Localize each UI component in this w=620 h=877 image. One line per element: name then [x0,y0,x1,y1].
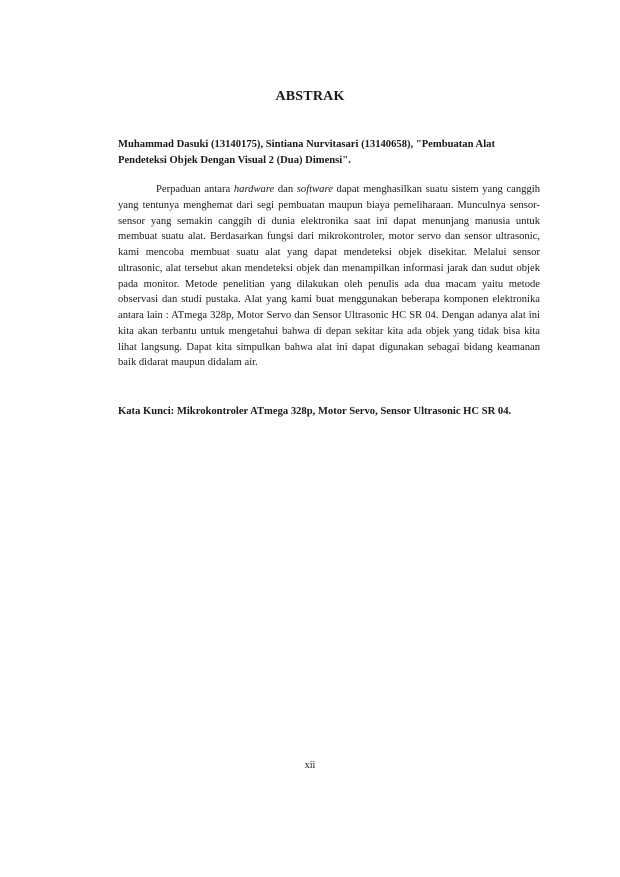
abstract-title: ABSTRAK [275,89,345,104]
abstract-term-hardware: hardware [233,184,275,195]
authors-and-title: Muhammad Dasuki (13140175), Sintiana Nurvitasari (13140658), "Pembuatan Alat Pendeteksi Objek Dengan Visual 2 (Dua) Dimensi". [118,139,495,166]
abstract-term-software: software [296,184,333,195]
page-number: xii [304,760,316,771]
abstract-body [118,182,540,371]
abstract-text-part2: dan [274,184,297,195]
abstract-text-part3: dapat menghasilkan suatu sistem yang canggih yang tentunya menghemat dari segi pembuatan maupun biaya pemeliharaan. Munculnya sensor-sensor yang semakin canggih di dunia elektronika saat ini dapat menunjang manusia untuk membuat suatu alat. Berdasarkan fungsi dari mikrokontroler, motor servo dan sensor ultrasonic, kami mencoba membuat suatu alat yang dapat mendeteksi objek disekitar. Melalui sensor ultrasonic, alat tersebut akan mendeteksi objek dan menampilkan informasi jarak dan sudut objek pada monitor. Metode penelitian yang dilakukan oleh penulis ada dua macam yaitu metode observasi dan studi pustaka. Alat yang kami buat menggunakan beberapa komponen elektronika antara lain : ATmega 328p, Motor Servo dan Sensor Ultrasonic HC SR 04. Dengan adanya alat ini kita akan terbantu untuk mengetahui bahwa di depan sekitar kita ada objek yang tidak bisa kita lihat langsung. Dapat kita simpulkan bahwa alat ini dapat digunakan sebagai bidang keamanan baik didarat maupun didalam air. [118,184,540,369]
abstract-text-part1: Perpaduan antara [156,184,234,195]
keywords: Kata Kunci: Mikrokontroler ATmega 328p, Motor Servo, Sensor Ultrasonic HC SR 04. [118,406,512,417]
